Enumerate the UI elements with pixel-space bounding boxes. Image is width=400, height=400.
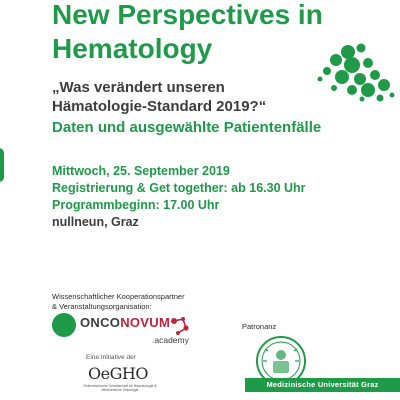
partner-label-line1: Wissenschaftlicher Kooperationspartner (52, 292, 185, 301)
onconovum-wordmark (80, 315, 170, 330)
oegho-wordmark: OeGHO (88, 364, 148, 383)
event-tagline: Daten und ausgewählte Patientenfälle (52, 119, 322, 136)
event-program-start: Programmbeginn: 17.00 Uhr (52, 198, 220, 212)
partner-label-line2: & Veranstaltungsorganisation: (52, 302, 152, 311)
event-venue: nullneun, Graz (52, 215, 139, 229)
initiative-label: Eine Initiative der (86, 354, 136, 361)
onconovum-onco: ONCO (80, 315, 121, 330)
event-date: Mittwoch, 25. September 2019 (52, 164, 230, 178)
onconovum-novum: NOVUM (120, 315, 171, 330)
oegho-logo (80, 364, 160, 398)
onconovum-circle-icon (52, 313, 76, 337)
university-name-banner: Medizinische Universität Graz (245, 378, 400, 392)
event-subtitle: „Was verändert unseren Hämatologie-Standard 2019?“ (52, 79, 267, 115)
page-title: New Perspectives in Hematology (52, 0, 323, 64)
oegho-fullname: Österreichische Gesellschaft für Hämatologie & Medizinische Onkologie (83, 384, 157, 392)
patronage-label: Patronanz (242, 322, 277, 331)
onconovum-logo (52, 313, 192, 349)
event-details (52, 163, 382, 231)
partner-label (52, 292, 232, 312)
left-edge-accent (0, 148, 4, 182)
event-registration: Registrierung & Get together: ab 16.30 Uhr (52, 181, 306, 195)
onconovum-academy: .academy (152, 335, 189, 345)
